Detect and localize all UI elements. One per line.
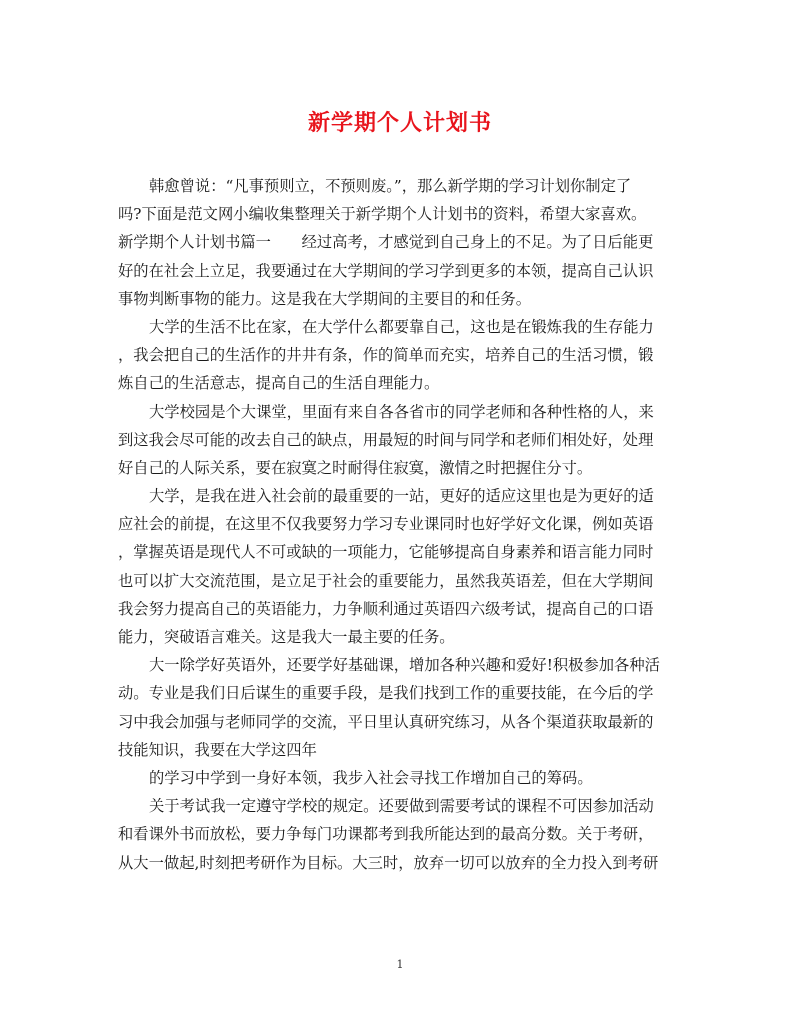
text-line: 事物判断事物的能力。这是我在大学期间的主要目的和任务。 <box>118 289 532 308</box>
text-line: 和看课外书而放松，要力争每门功课都考到我所能达到的最高分数。关于考研， <box>118 825 654 844</box>
text-line: ，我会把自己的生活作的井井有条，作的简单而充实，培养自己的生活习惯，锻 <box>118 346 654 365</box>
text-line: 大一除学好英语外，还要学好基础课，增加各种兴趣和爱好!积极参加各种活 <box>149 656 660 675</box>
text-line: 应社会的前提，在这里不仅我要努力学习专业课同时也好学好文化课，例如英语 <box>118 515 654 534</box>
text-line: 韩愈曾说：“凡事预则立，不预则废。”，那么新学期的学习计划你制定了 <box>149 177 632 195</box>
document-body <box>118 172 680 877</box>
text-line: 习中我会加强与老师同学的交流，平日里认真研究练习，从各个渠道获取最新的 <box>118 712 654 731</box>
text-line: 好的在社会上立足，我要通过在大学期间的学习学到更多的本领，提高自己认识 <box>118 261 654 280</box>
page-number: 1 <box>396 958 404 971</box>
text-line: 动。专业是我们日后谋生的重要手段，是我们找到工作的重要技能，在今后的学 <box>118 684 654 703</box>
text-line: 技能知识，我要在大学这四年 <box>118 740 317 759</box>
document-title: 新学期个人计划书 <box>307 110 492 136</box>
text-line: 能力，突破语言难关。这是我大一最主要的任务。 <box>118 628 455 646</box>
text-line: 也可以扩大交流范围，是立足于社会的重要能力，虽然我英语差，但在大学期间 <box>118 571 654 590</box>
text-line: 关于考试我一定遵守学校的规定。还要做到需要考试的课程不可因参加活动 <box>149 797 654 816</box>
text-line: 好自己的人际关系，要在寂寞之时耐得住寂寞，激情之时把握住分寸。 <box>118 458 593 477</box>
text-line: 的学习中学到一身好本领，我步入社会寻找工作增加自己的筹码。 <box>149 768 593 787</box>
text-line: 大学校园是个大课堂，里面有来自各各省市的同学老师和各种性格的人，来 <box>149 402 654 421</box>
text-line: 大学，是我在进入社会前的最重要的一站，更好的适应这里也是为更好的适 <box>149 487 654 506</box>
text-line: ，掌握英语是现代人不可或缺的一项能力，它能够提高自身素养和语言能力同时 <box>118 543 654 562</box>
text-line: 吗?下面是范文网小编收集整理关于新学期个人计划书的资料，希望大家喜欢。 <box>118 205 647 224</box>
text-line: 从大一做起,时刻把考研作为目标。大三时，放弃一切可以放弃的全力投入到考研 <box>118 853 659 872</box>
text-line: 我会努力提高自己的英语能力，力争顺利通过英语四六级考试，提高自己的口语 <box>118 599 654 618</box>
text-line: 炼自己的生活意志，提高自己的生活自理能力。 <box>118 374 440 393</box>
text-line: 大学的生活不比在家，在大学什么都要靠自己，这也是在锻炼我的生存能力 <box>149 317 654 336</box>
text-line: 到这我会尽可能的改去自己的缺点，用最短的时间与同学和老师们相处好，处理 <box>118 430 654 449</box>
text-line: 新学期个人计划书篇一 经过高考，才感觉到自己身上的不足。为了日后能更 <box>118 233 654 252</box>
